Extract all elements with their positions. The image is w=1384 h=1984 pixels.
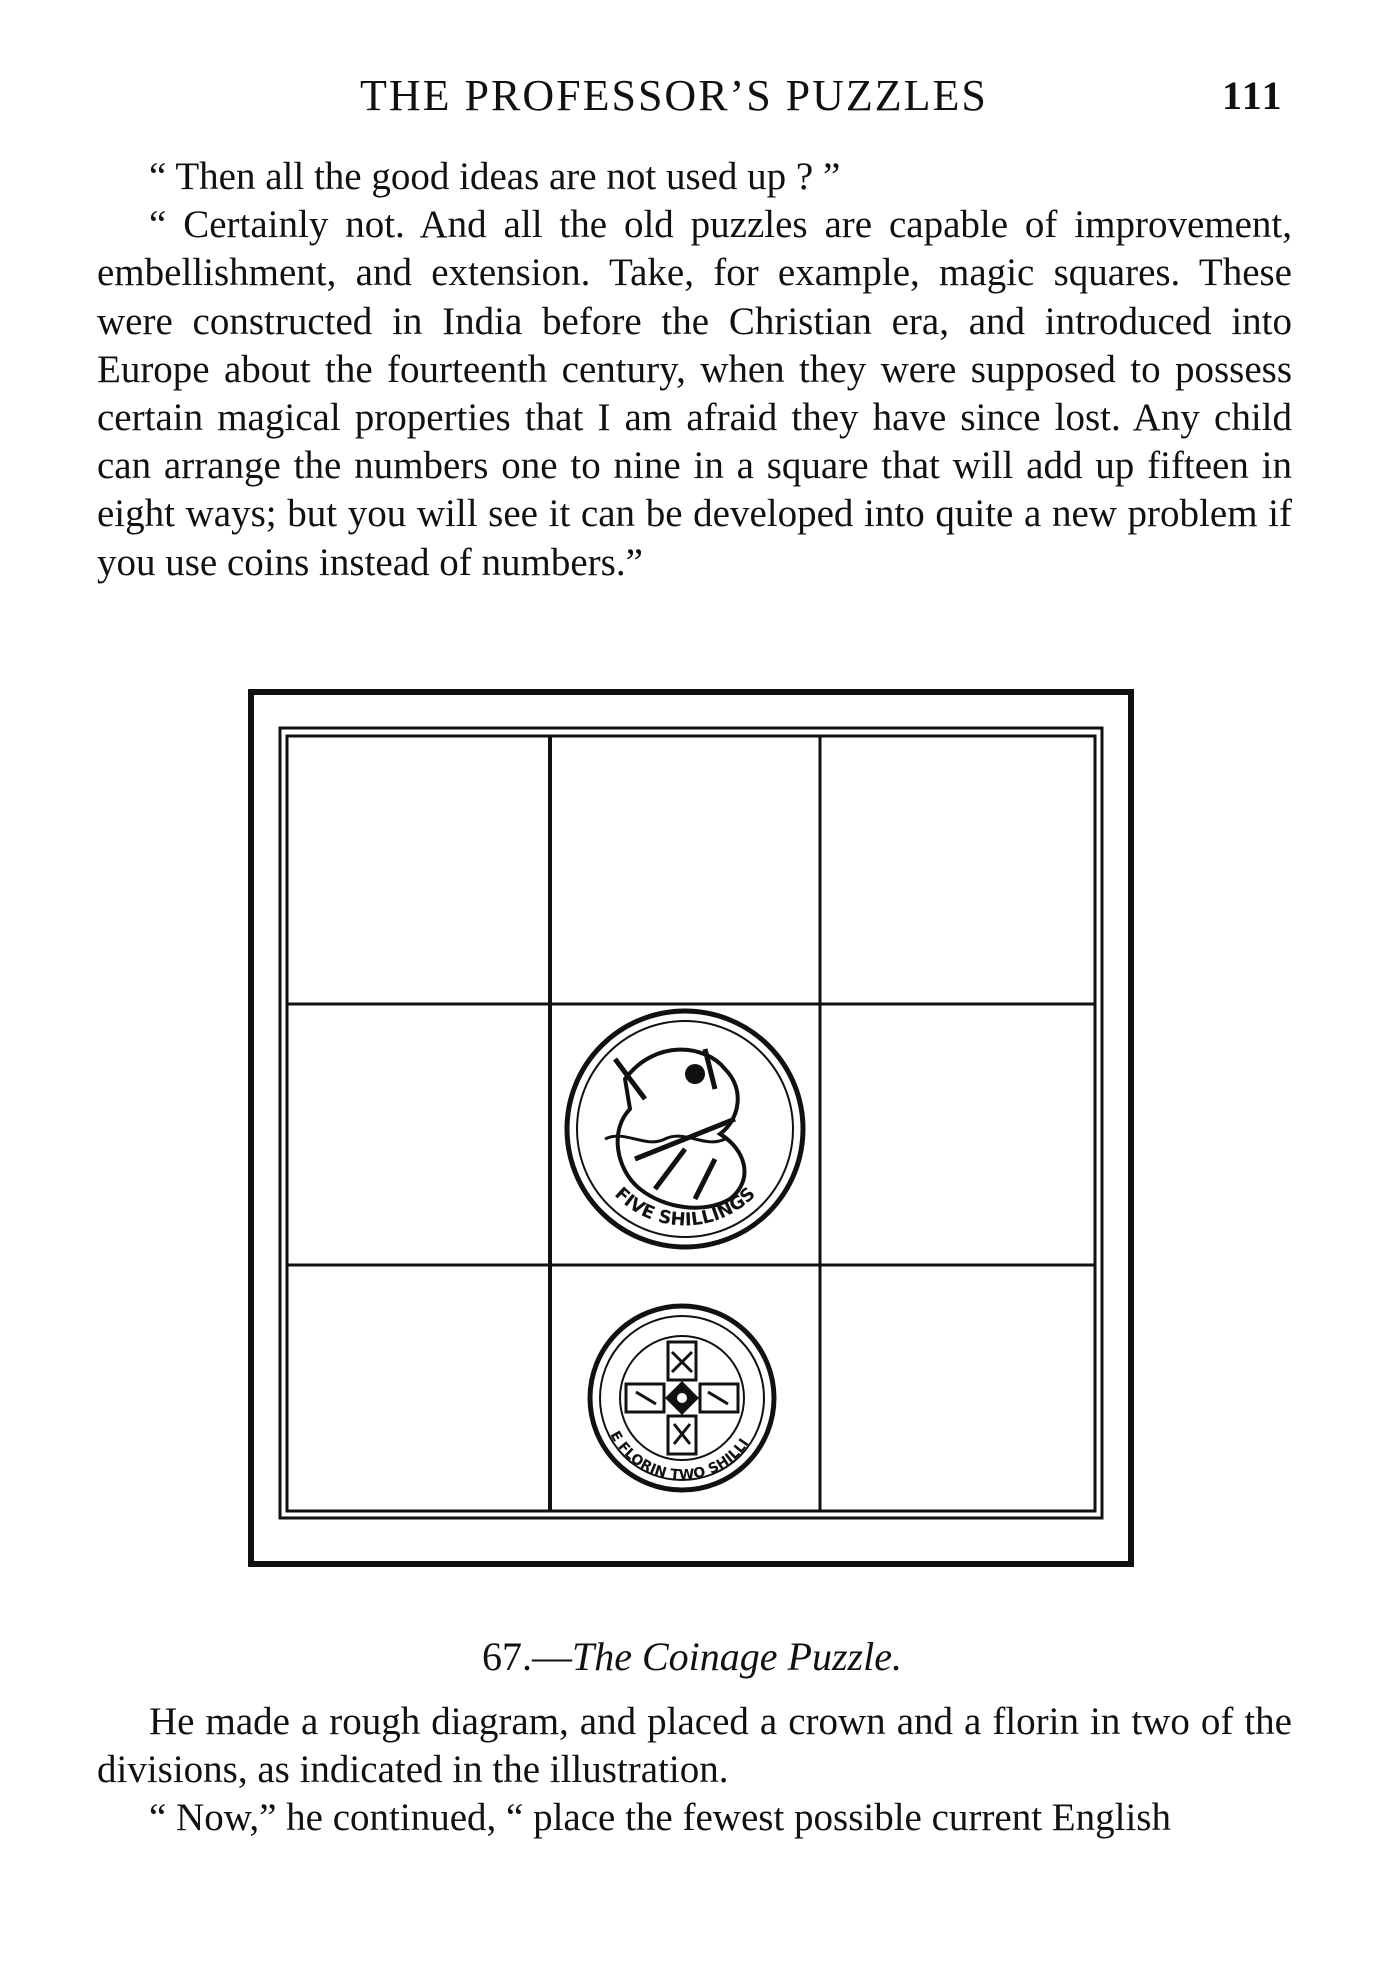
paragraph: “ Now,” he continued, “ place the fewest possible current English <box>149 1796 1171 1840</box>
body-text-bottom <box>97 1698 1292 1843</box>
caption-number: 67.— <box>482 1634 572 1679</box>
page-header <box>0 70 1384 130</box>
coinage-diagram <box>245 686 1135 1572</box>
svg-text:ONE FLORIN TWO SHILLINGS: E FLORIN TWO SHILLI <box>606 1428 753 1484</box>
running-title: THE PROFESSOR’S PUZZLES <box>360 71 988 120</box>
crown-coin-icon <box>567 1011 803 1247</box>
florin-coin-icon <box>590 1306 774 1490</box>
paragraph: “ Certainly not. And all the old puzzles are capable of improvement, embellishment, and extension. Take, for example, magic squares. These were constructed in India before the Christian era, and introduced into Europe about the fourteenth century, when they were supposed to possess certain magical properties that I am afraid they have since lost. Any child can arrange the numbers one to nine in a square that will add up fifteen in eight ways; but you will see it can be developed into quite a new problem if you use coins instead of numbers.” <box>97 203 1292 584</box>
coinage-puzzle-figure <box>245 686 1135 1572</box>
caption-title: The Coinage Puzzle. <box>572 1634 902 1679</box>
paragraph: He made a rough diagram, and placed a crown and a florin in two of the divisions, as indicated in the illustration. <box>97 1700 1292 1792</box>
paragraph: “ Then all the good ideas are not used up ? ” <box>149 155 841 198</box>
svg-text:FIVE SHILLINGS: FIVE SHILLINGS <box>610 1183 760 1231</box>
figure-caption <box>0 1633 1384 1680</box>
page-number: 111 <box>1222 73 1284 118</box>
body-text-top <box>97 153 1292 587</box>
